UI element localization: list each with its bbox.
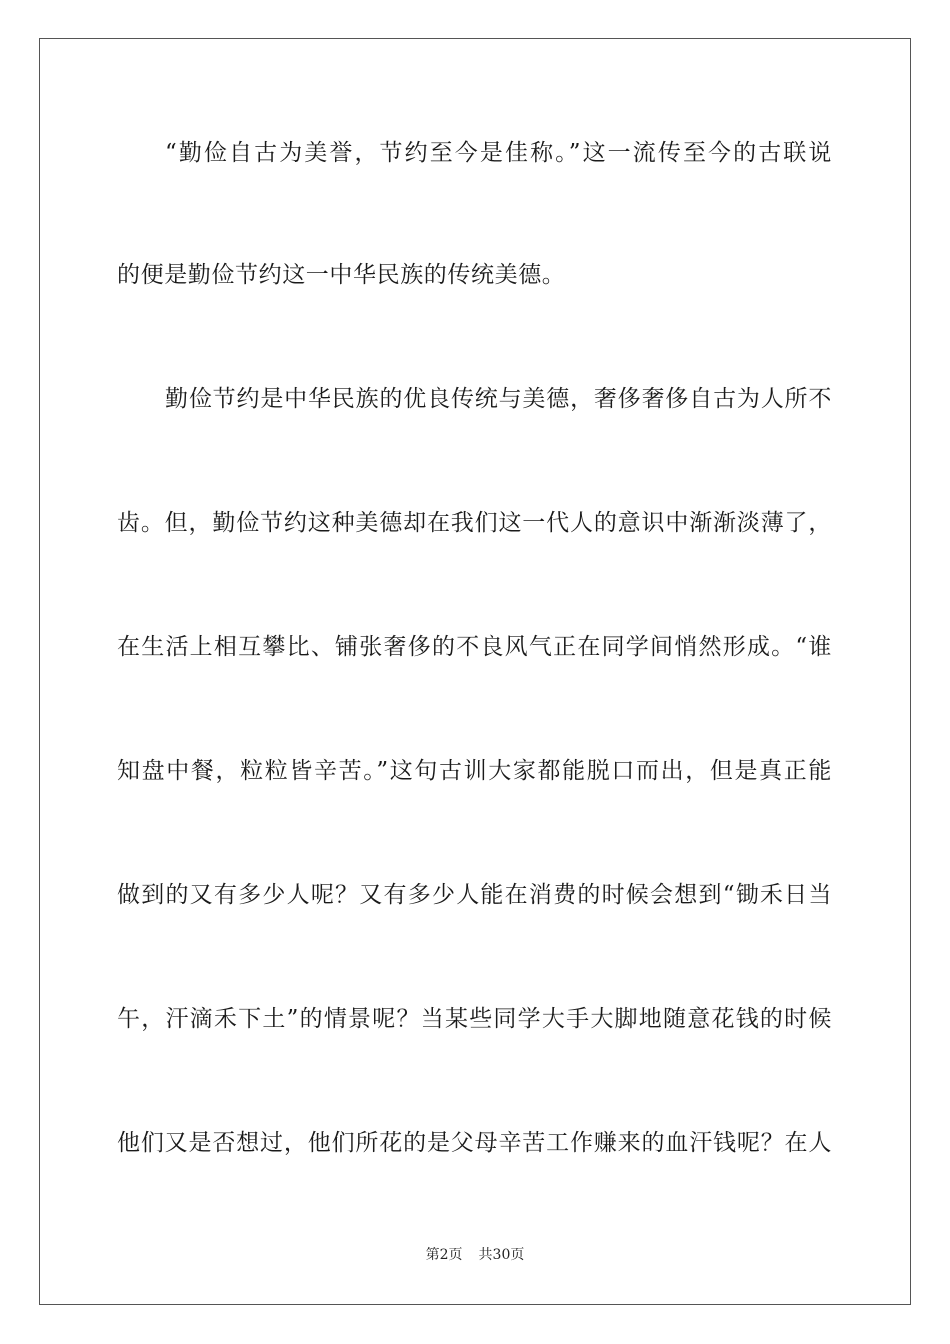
page-footer [0, 1246, 950, 1264]
page-border [39, 38, 911, 1305]
paragraph-1-line-2: 的便是勤俭节约这一中华民族的传统美德。 [117, 262, 566, 288]
paragraph-2-line-5: 做到的又有多少人呢？又有多少人能在消费的时候会想到“锄禾日当 [117, 882, 832, 908]
paragraph-2-line-3: 在生活上相互攀比、铺张奢侈的不良风气正在同学间悄然形成。“谁 [117, 634, 832, 660]
page-total: 共30页 [478, 1247, 525, 1263]
paragraph-2-line-6: 午，汗滴禾下土”的情景呢？当某些同学大手大脚地随意花钱的时候 [117, 1006, 832, 1032]
paragraph-2-line-2: 齿。但，勤俭节约这种美德却在我们这一代人的意识中渐渐淡薄了， [117, 510, 832, 536]
paragraph-1-line-1: “勤俭自古为美誉，节约至今是佳称。”这一流传至今的古联说 [165, 140, 832, 166]
paragraph-2-line-1: 勤俭节约是中华民族的优良传统与美德，奢侈奢侈自古为人所不 [165, 386, 832, 412]
paragraph-2-line-4: 知盘中餐，粒粒皆辛苦。”这句古训大家都能脱口而出，但是真正能 [117, 758, 832, 784]
page-number: 第2页 [425, 1247, 463, 1263]
paragraph-2-line-7: 他们又是否想过，他们所花的是父母辛苦工作赚来的血汗钱呢？在人 [117, 1130, 832, 1156]
